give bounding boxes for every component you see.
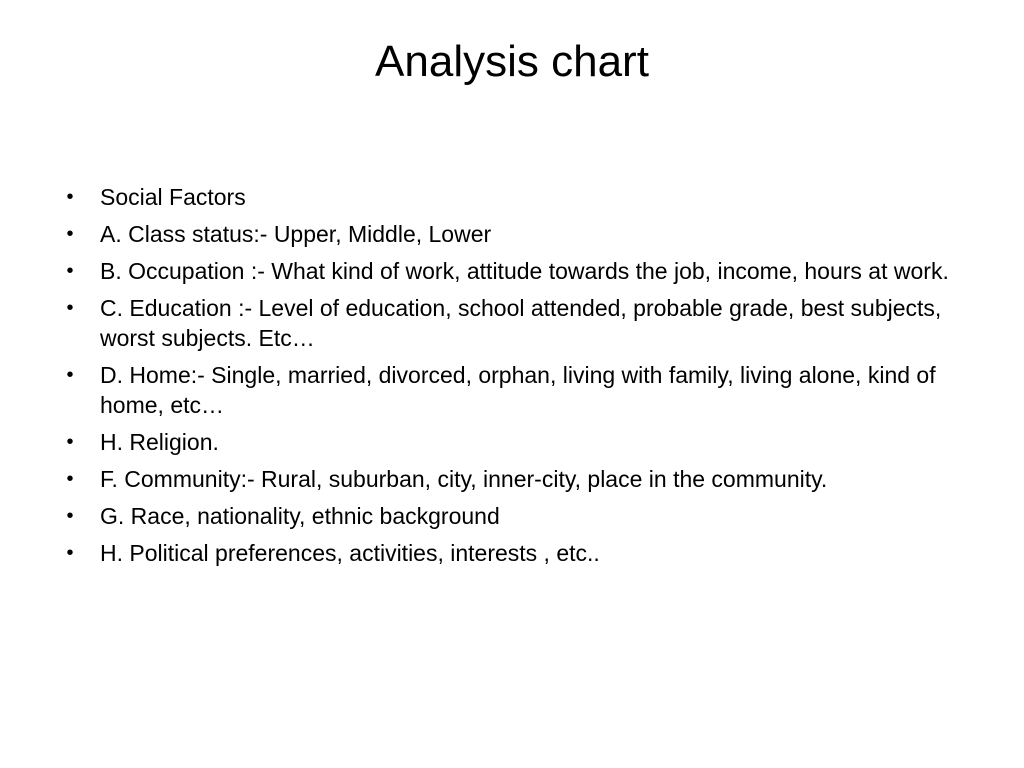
bullet-dot-icon: • xyxy=(66,297,74,319)
slide-title: Analysis chart xyxy=(375,37,649,86)
bullet-list xyxy=(60,182,980,575)
bullet-dot-icon: • xyxy=(66,505,74,527)
bullet-item-community xyxy=(60,464,980,494)
bullet-item-race xyxy=(60,501,980,531)
bullet-text: H. Religion. xyxy=(100,429,219,455)
bullet-item-home xyxy=(60,360,980,420)
bullet-dot-icon: • xyxy=(66,542,74,564)
bullet-item-class-status xyxy=(60,219,980,249)
bullet-text: C. Education :- Level of education, school attended, probable grade, best subjects, worst subjects. Etc… xyxy=(100,295,942,351)
bullet-item-religion xyxy=(60,427,980,457)
bullet-dot-icon: • xyxy=(66,186,74,208)
bullet-dot-icon: • xyxy=(66,260,74,282)
bullet-text: A. Class status:- Upper, Middle, Lower xyxy=(100,221,492,247)
bullet-item-occupation xyxy=(60,256,980,286)
bullet-item-political xyxy=(60,538,980,568)
bullet-text: F. Community:- Rural, suburban, city, inner-city, place in the community. xyxy=(100,466,828,492)
bullet-item-social-factors xyxy=(60,182,980,212)
bullet-dot-icon: • xyxy=(66,223,74,245)
bullet-dot-icon: • xyxy=(66,468,74,490)
bullet-text: B. Occupation :- What kind of work, attitude towards the job, income, hours at work. xyxy=(100,258,949,284)
bullet-dot-icon: • xyxy=(66,364,74,386)
bullet-item-education xyxy=(60,293,980,353)
bullet-text: H. Political preferences, activities, interests , etc.. xyxy=(100,540,600,566)
bullet-text: G. Race, nationality, ethnic background xyxy=(100,503,500,529)
bullet-text: Social Factors xyxy=(100,184,246,210)
bullet-text: D. Home:- Single, married, divorced, orphan, living with family, living alone, kind of home, etc… xyxy=(100,362,936,418)
bullet-dot-icon: • xyxy=(66,431,74,453)
